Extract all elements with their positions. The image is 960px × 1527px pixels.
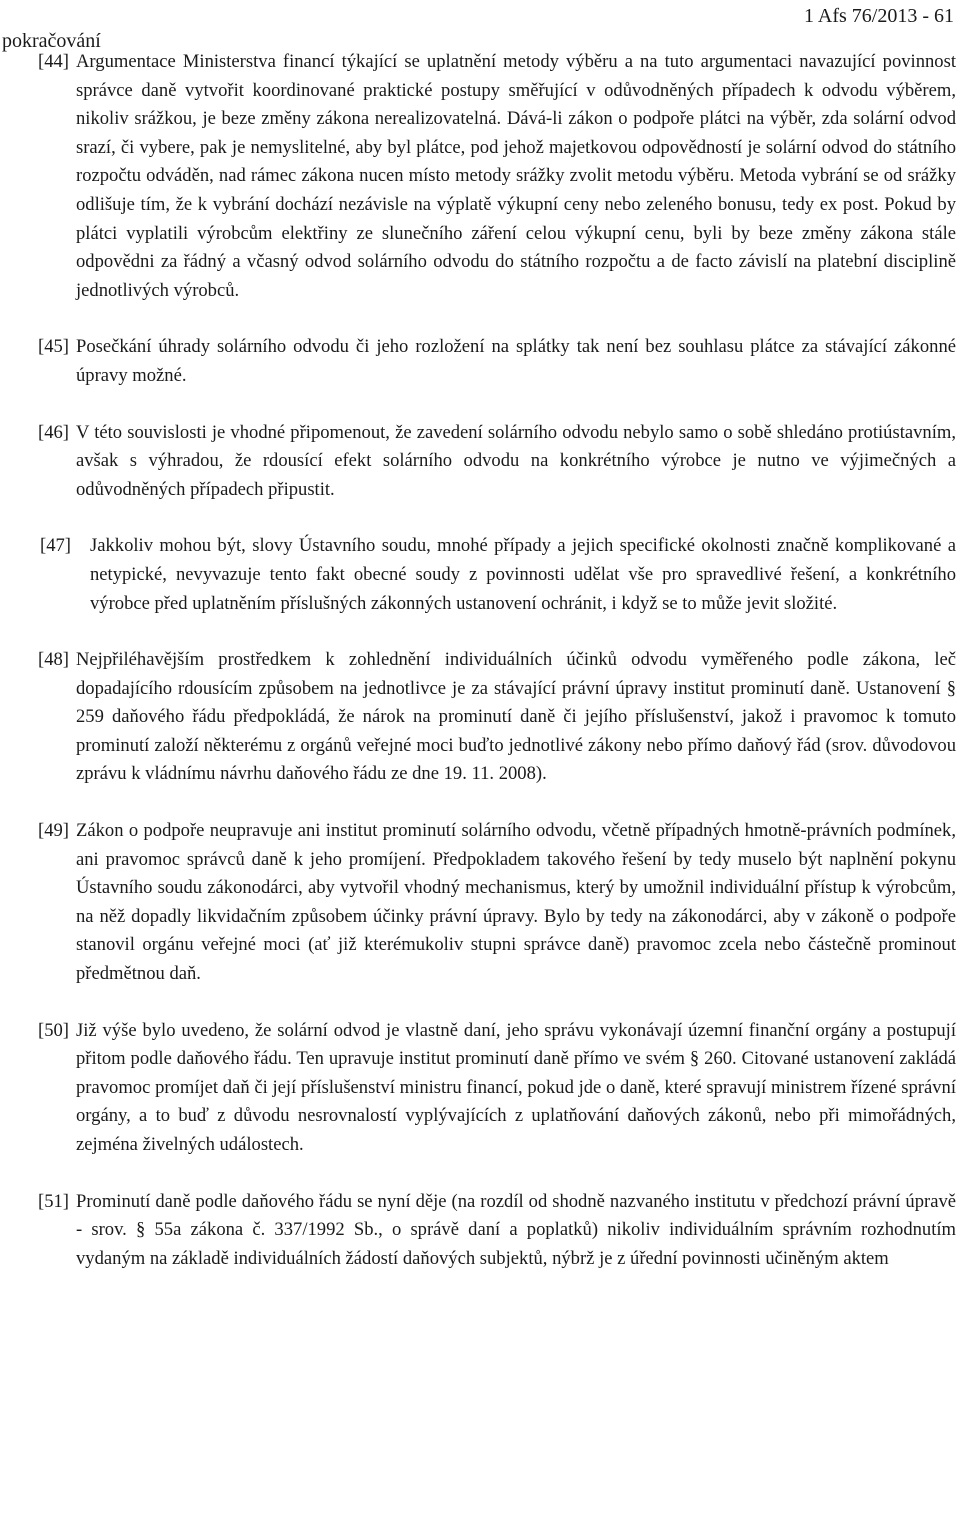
paragraph-number: [45] bbox=[38, 336, 69, 358]
paragraph-text: Jakkoliv mohou být, slovy Ústavního soudu, mnohé případy a jejich specifické okolnosti značně komplikované a netypické, nevyvazuje tento fakt obecné soudy z povinnosti udělat vše pro spravedlivé řešení, a konkrétního výrobce před uplatněním příslušných zákonných ustanovení ochránit, i když se to může jevit složité. bbox=[90, 535, 956, 614]
paragraph-text: Nejpřiléhavějším prostředkem k zohlednění individuálních účinků odvodu vyměřeného podle zákona, leč dopadajícího rdousícím způsobem na jednotlivce je za stávající právní úpravy institut prominutí daně. Ustanovení § 259 daňového řádu předpokládá, že nárok na prominutí daně či jejího příslušenství, jakož i pravomoc k tomuto prominutí založí některému z orgánů veřejné moci buďto jednotlivé zákony nebo přímo daňový řád (srov. důvodovou zprávu k vládnímu návrhu daňového řádu ze dne 19. 11. 2008). bbox=[76, 649, 956, 785]
paragraph-number: [51] bbox=[38, 1190, 69, 1212]
paragraph-51 bbox=[38, 1188, 956, 1274]
paragraph-50 bbox=[38, 1017, 956, 1160]
paragraph-47 bbox=[38, 532, 956, 618]
paragraph-text: Již výše bylo uvedeno, že solární odvod je vlastně daní, jeho správu vykonávají územní finanční orgány a postupují přitom podle daňového řádu. Ten upravuje institut prominutí daně přímo ve svém § 260. Citované ustanovení zakládá pravomoc promíjet daň či její příslušenství ministru financí, pokud jde o daně, které spravují ministrem řízené správní orgány, a to buď z důvodu nesrovnalostí vyplývajících z uplatňování daňových zákonů, nebo při mimořádných, zejména živelných událostech. bbox=[76, 1019, 956, 1155]
paragraph-number: [47] bbox=[40, 535, 71, 557]
paragraph-44 bbox=[38, 48, 956, 305]
paragraph-text: Zákon o podpoře neupravuje ani institut prominutí solárního odvodu, včetně případných hmotně-právních podmínek, ani pravomoc správců daně k jeho promíjení. Předpokladem takového řešení by tedy muselo být naplnění pokynu Ústavního soudu zákonodárci, aby vytvořil vhodný mechanismus, který by umožnil individuální přístup k výrobcům, na něž dopadly likvidačním způsobem účinky právní úpravy. Bylo by tedy na zákonodárci, aby v zákoně o podpoře stanovil orgánu veřejné moci (ať již kterémukoliv stupni správce daně) pravomoc zcela nebo částečně prominout předmětnou daň. bbox=[76, 820, 956, 985]
document-body bbox=[38, 48, 956, 1273]
paragraph-number: [46] bbox=[38, 421, 69, 443]
paragraph-number: [50] bbox=[38, 1019, 69, 1041]
paragraph-45 bbox=[38, 333, 956, 390]
case-number: 1 Afs 76/2013 - 61 bbox=[804, 5, 954, 27]
paragraph-text: Posečkání úhrady solárního odvodu či jeho rozložení na splátky tak není bez souhlasu plátce za stávající zákonné úpravy možné. bbox=[76, 336, 956, 386]
paragraph-49 bbox=[38, 817, 956, 989]
paragraph-number: [48] bbox=[38, 649, 69, 671]
continuation-label: pokračování bbox=[2, 30, 101, 52]
paragraph-text: V této souvislosti je vhodné připomenout, že zavedení solárního odvodu nebylo samo o sobě shledáno protiústavním, avšak s výhradou, že rdousící efekt solárního odvodu na konkrétního výrobce je nutno ve výjimečných a odůvodněných případech připustit. bbox=[76, 421, 956, 500]
paragraph-46 bbox=[38, 419, 956, 505]
paragraph-number: [44] bbox=[38, 51, 69, 72]
paragraph-48 bbox=[38, 646, 956, 789]
paragraph-text: Argumentace Ministerstva financí týkající se uplatnění metody výběru a na tuto argumentaci navazující povinnost správce daně vytvořit koordinované praktické postupy směřující v odůvodněných případech k odvodu výběrem, nikoliv srážkou, je beze změny zákona nerealizovatelná. Dává-li zákon o podpoře plátci na výběr, zda solární odvod srazí, či vybere, pak je nemyslitelné, aby byl plátce, pod jehož majetkovou odpovědností je solární odvod do státního rozpočtu odváděn, nad rámec zákona nucen místo metody srážky zvolit metodu výběru. Metoda vybrání se od srážky odlišuje tím, že k vybrání dochází nezávisle na výplatě výkupní ceny nebo zeleného bonusu, tedy ex post. Pokud by plátci vyplatili výrobcům elektřiny ze slunečního záření celou výkupní cenu, byli by beze změny zákona stále odpovědni za řádný a včasný odvod solárního odvodu do státního rozpočtu a de facto závislí na platební disciplině jednotlivých výrobců. bbox=[76, 51, 956, 301]
paragraph-text: Prominutí daně podle daňového řádu se nyní děje (na rozdíl od shodně nazvaného institutu v předchozí právní úpravě - srov. § 55a zákona č. 337/1992 Sb., o správě daní a poplatků) nikoliv individuálním správním rozhodnutím vydaným na základě individuálních žádostí daňových subjektů, nýbrž je z úřední povinnosti učiněným aktem bbox=[76, 1190, 956, 1269]
paragraph-number: [49] bbox=[38, 820, 69, 842]
